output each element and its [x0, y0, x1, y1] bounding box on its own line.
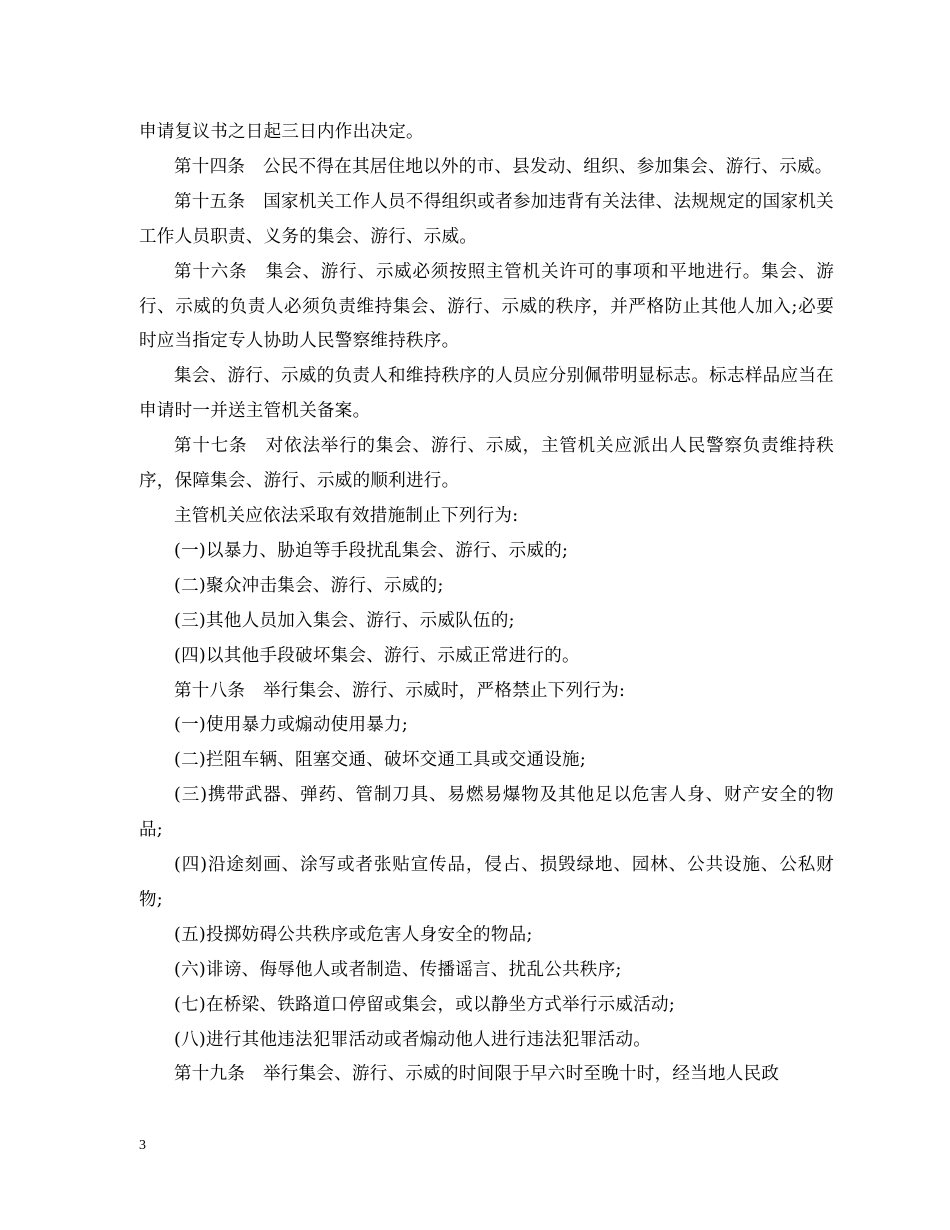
- paragraph: 主管机关应依法采取有效措施制止下列行为:: [174, 505, 519, 526]
- paragraph: 第十六条 集会、游行、示威必须按照主管机关许可的事项和平地进行。集会、游行、示威的负责人必须负责维持集会、游行、示威的秩序，并严格防止其他人加入;必要时应当指定专人协助人民警察维持秩序。: [139, 261, 834, 352]
- document-body: [139, 115, 834, 1092]
- list-item: (二)聚众冲击集会、游行、示威的;: [174, 575, 444, 596]
- list-item: (三)携带武器、弹药、管制刀具、易燃易爆物及其他足以危害人身、财产安全的物品;: [139, 785, 834, 841]
- list-item: (一)使用暴力或煽动使用暴力;: [174, 715, 409, 736]
- list-item: (四)沿途刻画、涂写或者张贴宣传品，侵占、损毁绿地、园林、公共设施、公私财物;: [139, 855, 834, 910]
- list-item: (五)投掷妨碍公共秩序或危害人身安全的物品;: [174, 924, 533, 945]
- page-number: 3: [139, 1138, 146, 1153]
- list-item: (一)以暴力、胁迫等手段扰乱集会、游行、示威的;: [174, 540, 569, 561]
- paragraph: 第十七条 对依法举行的集会、游行、示威，主管机关应派出人民警察负责维持秩序，保障集会、游行、示威的顺利进行。: [139, 436, 834, 492]
- list-item: (七)在桥梁、铁路道口停留或集会，或以静坐方式举行示威活动;: [174, 994, 676, 1015]
- list-item: (二)拦阻车辆、阻塞交通、破坏交通工具或交通设施;: [174, 750, 587, 771]
- paragraph: 第十四条 公民不得在其居住地以外的市、县发动、组织、参加集会、游行、示威。: [174, 156, 833, 177]
- paragraph: 第十九条 举行集会、游行、示威的时间限于早六时至晚十时，经当地人民政: [174, 1064, 780, 1085]
- paragraph: 申请复议书之日起三日内作出决定。: [139, 122, 424, 142]
- list-item: (三)其他人员加入集会、游行、示威队伍的;: [174, 610, 515, 631]
- list-item: (八)进行其他违法犯罪活动或者煽动他人进行违法犯罪活动。: [174, 1029, 652, 1050]
- paragraph: 第十八条 举行集会、游行、示威时，严格禁止下列行为:: [174, 680, 626, 701]
- list-item: (六)诽谤、侮辱他人或者制造、传播谣言、扰乱公共秩序;: [174, 959, 622, 980]
- list-item: (四)以其他手段破坏集会、游行、示威正常进行的。: [174, 645, 580, 666]
- paragraph: 第十五条 国家机关工作人员不得组织或者参加违背有关法律、法规规定的国家机关工作人员职责、义务的集会、游行、示威。: [139, 191, 834, 247]
- paragraph: 集会、游行、示威的负责人和维持秩序的人员应分别佩带明显标志。标志样品应当在申请时一并送主管机关备案。: [139, 366, 834, 422]
